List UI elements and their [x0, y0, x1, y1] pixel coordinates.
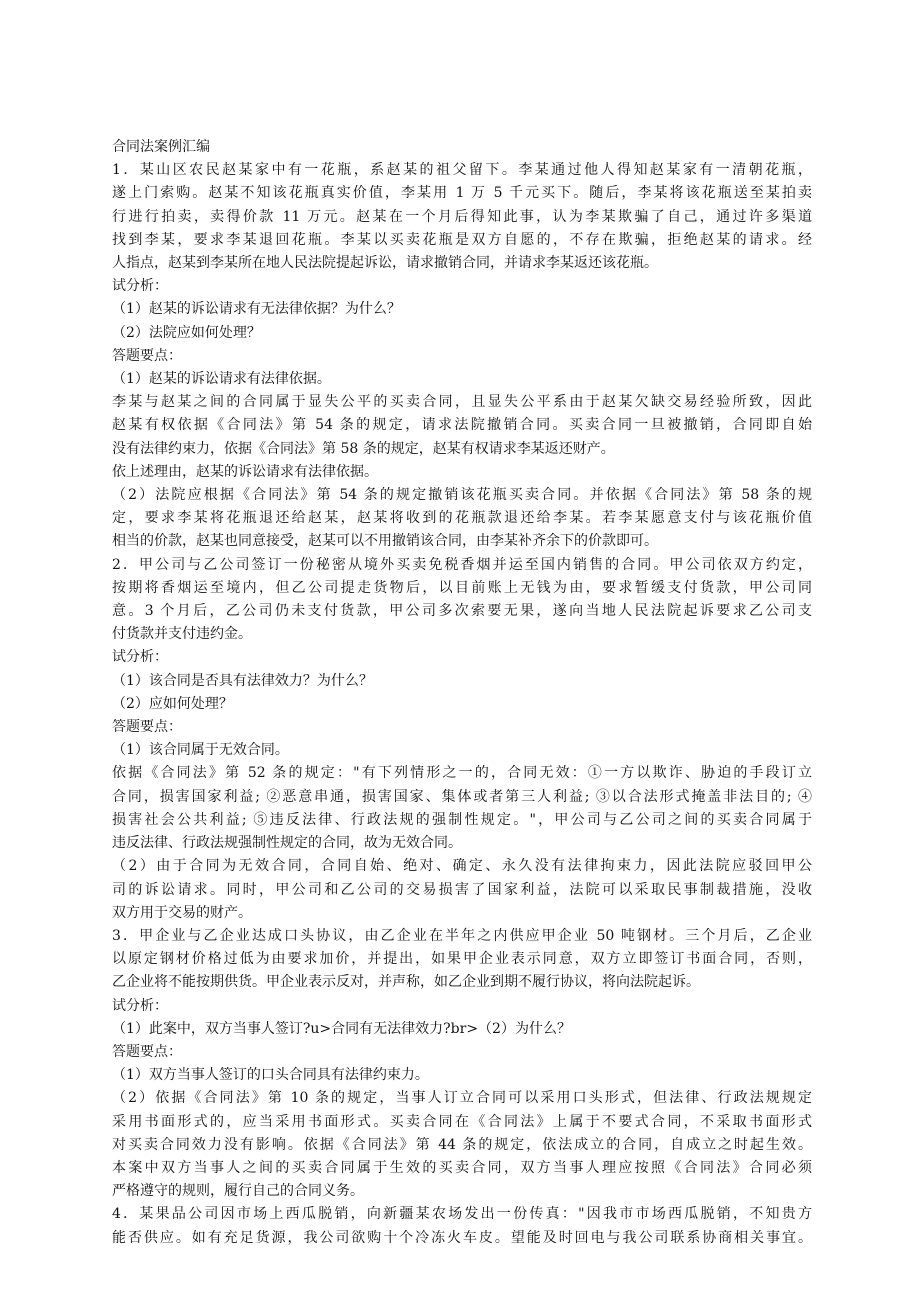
body-line: 试分析： [112, 278, 168, 295]
body-line: （2）由于合同为无效合同，合同自始、绝对、确定、永久没有法律拘束力，因此法院应驳回甲公 [112, 858, 812, 875]
document-body [112, 159, 812, 1250]
body-line: （1）该合同属于无效合同。 [112, 742, 289, 759]
body-line: 没有法律约束力，依据《合同法》第 58 条的规定，赵某有权请求李某返还财产。 [112, 440, 615, 457]
body-line: （1）此案中，双方当事人签订?u>合同有无法律效力?br>（2）为什么？ [112, 1020, 571, 1037]
body-line: （2）应如何处理？ [112, 695, 233, 712]
body-line: 答题要点： [112, 719, 182, 736]
body-line: 依据《合同法》第 52 条的规定："有下列情形之一的，合同无效：①一方以欺诈、胁迫的手段订立 [112, 765, 812, 782]
body-line: 试分析： [112, 997, 168, 1014]
body-line: 找到李某，要求李某退回花瓶。李某以买卖花瓶是双方自愿的，不存在欺骗，拒绝赵某的请求。经 [112, 231, 812, 248]
body-line: 赵某有权依据《合同法》第 54 条的规定，请求法院撤销合同。买卖合同一旦被撤销，合同即自始 [112, 417, 812, 434]
body-line: 李某与赵某之间的合同属于显失公平的买卖合同，且显失公平系由于赵某欠缺交易经验所致，因此 [112, 394, 812, 411]
body-line: 相当的价款，赵某也同意接受，赵某可以不用撤销该合同，由李某补齐余下的价款即可。 [112, 533, 658, 550]
body-line: 遂上门索购。赵某不知该花瓶真实价值，李某用 1 万 5 千元买下。随后，李某将该花瓶送至某拍卖 [112, 185, 812, 202]
body-line: （1）双方当事人签订的口头合同具有法律约束力。 [112, 1067, 429, 1084]
body-line: 试分析： [112, 649, 168, 666]
document-title: 合同法案例汇编 [112, 139, 210, 155]
body-line: 意。3 个月后，乙公司仍未支付货款，甲公司多次索要无果，遂向当地人民法院起诉要求乙公司支 [112, 603, 812, 620]
body-line: 按期将香烟运至境内，但乙公司提走货物后，以目前账上无钱为由，要求暂缓支付货款，甲公司同 [112, 579, 812, 596]
body-line: （1）该合同是否具有法律效力？为什么？ [112, 672, 373, 689]
body-line: 能否供应。如有充足货源，我公司欲购十个冷冻火车皮。望能及时回电与我公司联系协商相关事宜。 [112, 1229, 812, 1246]
body-line: 人指点，赵某到李某所在地人民法院提起诉讼，请求撤销合同，并请求李某返还该花瓶。 [112, 255, 658, 272]
body-line: （2）依据《合同法》第 10 条的规定，当事人订立合同可以采用口头形式，但法律、行政法规规定 [112, 1090, 812, 1107]
body-line: 依上述理由，赵某的诉讼请求有法律依据。 [112, 463, 378, 480]
body-line: （1）赵某的诉讼请求有无法律依据？为什么？ [112, 301, 401, 318]
body-line: 本案中双方当事人之间的买卖合同属于生效的买卖合同，双方当事人理应按照《合同法》合同必须 [112, 1159, 812, 1176]
body-line: 以原定钢材价格过低为由要求加价，并提出，如果甲企业表示同意，双方立即签订书面合同，否则， [112, 951, 812, 968]
body-line: （2）法院应如何处理？ [112, 324, 261, 341]
body-line: （1）赵某的诉讼请求有法律依据。 [112, 371, 331, 388]
body-line: 2．甲公司与乙公司签订一份秘密从境外买卖免税香烟并运至国内销售的合同。甲公司依双方约定， [112, 556, 812, 573]
body-line: 违反法律、行政法规强制性规定的合同，故为无效合同。 [112, 835, 462, 852]
body-line: 答题要点： [112, 347, 182, 364]
body-line: 合同，损害国家利益; ②恶意串通，损害国家、集体或者第三人利益; ③以合法形式掩盖非法目的; ④ [112, 788, 812, 805]
body-line: 定，要求李某将花瓶退还给赵某，赵某将收到的花瓶款退还给李某。若李某愿意支付与该花瓶价值 [112, 510, 812, 527]
body-line: 严格遵守的规则，履行自己的合同义务。 [112, 1183, 364, 1200]
body-line: 3．甲企业与乙企业达成口头协议，由乙企业在半年之内供应甲企业 50 吨钢材。三个月后，乙企业 [112, 927, 812, 944]
body-line: 答题要点： [112, 1043, 182, 1060]
body-line: 对买卖合同效力没有影响。依据《合同法》第 44 条的规定，依法成立的合同，自成立之时起生效。 [112, 1136, 812, 1153]
body-line: 4．某果品公司因市场上西瓜脱销，向新疆某农场发出一份传真："因我市市场西瓜脱销，不知贵方 [112, 1206, 812, 1223]
body-line: 行进行拍卖，卖得价款 11 万元。赵某在一个月后得知此事，认为李某欺骗了自己，通过许多渠道 [112, 208, 812, 225]
body-line: 采用书面形式的，应当采用书面形式。买卖合同在《合同法》上属于不要式合同，不采取书面形式 [112, 1113, 812, 1130]
body-line: 乙企业将不能按期供货。甲企业表示反对，并声称，如乙企业到期不履行协议，将向法院起诉。 [112, 974, 700, 991]
body-line: 付货款并支付违约金。 [112, 626, 252, 643]
body-line: 1．某山区农民赵某家中有一花瓶，系赵某的祖父留下。李某通过他人得知赵某家有一清朝花瓶， [112, 162, 812, 179]
body-line: 双方用于交易的财产。 [112, 904, 252, 921]
body-line: 损害社会公共利益; ⑤违反法律、行政法规的强制性规定。"，甲公司与乙公司之间的买卖合同属于 [112, 811, 812, 828]
body-line: 司的诉讼请求。同时，甲公司和乙公司的交易损害了国家利益，法院可以采取民事制裁措施，没收 [112, 881, 812, 898]
document-page [112, 136, 812, 1250]
body-line: （2）法院应根据《合同法》第 54 条的规定撤销该花瓶买卖合同。并依据《合同法》第 58 条的规 [112, 487, 812, 504]
